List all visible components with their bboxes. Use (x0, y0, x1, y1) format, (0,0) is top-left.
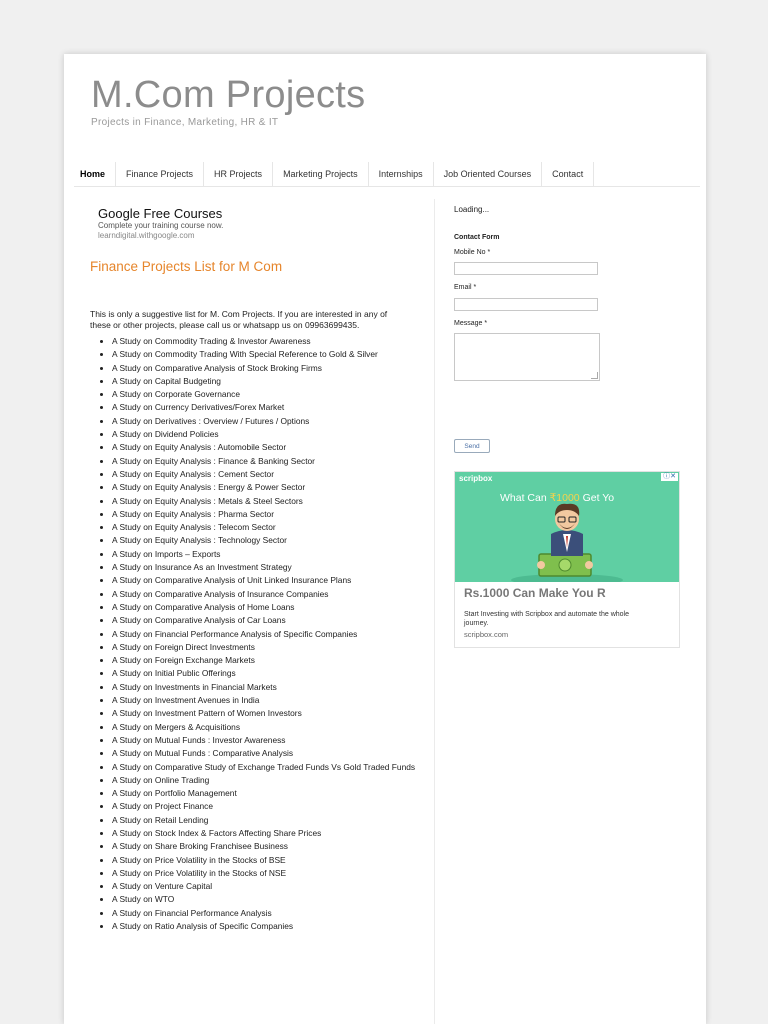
project-list-item: • A Study on Commodity Trading & Investor Awareness (112, 335, 430, 348)
mobile-input[interactable] (454, 262, 598, 275)
project-list-item: • A Study on Investment Avenues in India (112, 694, 430, 707)
project-list-item: • A Study on Portfolio Management (112, 787, 430, 800)
blog-title[interactable]: M.Com Projects (91, 74, 366, 116)
project-list (90, 335, 430, 933)
project-list-item: • A Study on Stock Index & Factors Affecting Share Prices (112, 827, 430, 840)
column-divider (434, 199, 435, 1024)
ad-banner[interactable] (455, 472, 679, 582)
project-list-item: • A Study on Comparative Analysis of Car Loans (112, 614, 430, 627)
message-textarea[interactable] (454, 333, 600, 381)
project-list-item: • A Study on Comparative Analysis of Insurance Companies (112, 588, 430, 601)
project-list-item: • A Study on Financial Performance Analysis of Specific Companies (112, 628, 430, 641)
project-list-item: • A Study on Equity Analysis : Energy & Power Sector (112, 481, 430, 494)
send-button[interactable]: Send (454, 439, 490, 453)
project-list-item: • A Study on Capital Budgeting (112, 375, 430, 388)
loading-text: Loading... (454, 205, 490, 214)
project-list-item: • A Study on Equity Analysis : Automobile Sector (112, 441, 430, 454)
nav-item-job-oriented-courses[interactable]: Job Oriented Courses (434, 162, 543, 186)
project-list-item: • A Study on Equity Analysis : Pharma Sector (112, 508, 430, 521)
project-list-item: • A Study on Mergers & Acquisitions (112, 721, 430, 734)
nav-item-marketing-projects[interactable]: Marketing Projects (273, 162, 369, 186)
resize-grip-icon[interactable] (591, 372, 598, 379)
ad-banner-text-amount: ₹1000 (549, 492, 580, 504)
main-nav (74, 162, 700, 187)
project-list-item: • A Study on Imports – Exports (112, 548, 430, 561)
nav-item-internships[interactable]: Internships (369, 162, 434, 186)
project-list-item: • A Study on Insurance As an Investment Strategy (112, 561, 430, 574)
project-list-item: • A Study on Investments in Financial Markets (112, 681, 430, 694)
project-list-item: • A Study on Investment Pattern of Women Investors (112, 707, 430, 720)
ad-banner-text-post: Get Yo (579, 492, 615, 504)
project-list-item: • A Study on Ratio Analysis of Specific Companies (112, 920, 430, 933)
nav-item-hr-projects[interactable]: HR Projects (204, 162, 273, 186)
project-list-item: • A Study on Financial Performance Analysis (112, 907, 430, 920)
post-title[interactable]: Finance Projects List for M Com (90, 259, 283, 274)
blog-page (64, 54, 706, 1024)
project-list-item: • A Study on Project Finance (112, 800, 430, 813)
project-list-item: • A Study on Comparative Analysis of Unit Linked Insurance Plans (112, 574, 430, 587)
ad-headline[interactable]: Rs.1000 Can Make You R (464, 586, 606, 600)
nav-item-finance-projects[interactable]: Finance Projects (116, 162, 204, 186)
nav-item-home[interactable]: Home (74, 162, 116, 186)
project-list-item: • A Study on Mutual Funds : Investor Awareness (112, 734, 430, 747)
email-label: Email * (454, 284, 477, 291)
contact-form-title: Contact Form (454, 234, 500, 241)
blog-description: Projects in Finance, Marketing, HR & IT (91, 117, 279, 128)
nav-item-contact[interactable]: Contact (542, 162, 594, 186)
ad-body: Start Investing with Scripbox and automate the whole journey. (464, 611, 629, 627)
investor-illustration-icon (455, 472, 679, 582)
project-list-item: • A Study on Comparative Analysis of Stock Broking Firms (112, 362, 430, 375)
project-list-item: • A Study on Online Trading (112, 774, 430, 787)
project-list-item: • A Study on Equity Analysis : Technology Sector (112, 534, 430, 547)
project-list-item: • A Study on Foreign Direct Investments (112, 641, 430, 654)
project-list-item: • A Study on Comparative Analysis of Home Loans (112, 601, 430, 614)
google-courses-ad[interactable] (98, 206, 223, 241)
project-list-item: • A Study on Currency Derivatives/Forex Market (112, 401, 430, 414)
project-list-item: • A Study on Price Volatility in the Stocks of NSE (112, 867, 430, 880)
email-input[interactable] (454, 298, 598, 311)
project-list-item: • A Study on Mutual Funds : Comparative Analysis (112, 747, 430, 760)
project-list-item: • A Study on WTO (112, 893, 430, 906)
project-list-item: • A Study on Dividend Policies (112, 428, 430, 441)
project-list-item: • A Study on Comparative Study of Exchange Traded Funds Vs Gold Traded Funds (112, 761, 430, 774)
project-list-item: • A Study on Initial Public Offerings (112, 667, 430, 680)
project-list-item: • A Study on Price Volatility in the Stocks of BSE (112, 854, 430, 867)
ad-brand: scripbox (459, 474, 493, 483)
project-list-item: • A Study on Retail Lending (112, 814, 430, 827)
post-intro: This is only a suggestive list for M. Com Projects. If you are interested in any of these or other projects, please call us or whatsapp us on 09963699435. (90, 309, 388, 330)
ad-site[interactable]: scripbox.com (464, 630, 509, 639)
project-list-item: • A Study on Share Broking Franchisee Business (112, 840, 430, 853)
project-list-item: • A Study on Equity Analysis : Finance & Banking Sector (112, 455, 430, 468)
mobile-label: Mobile No * (454, 249, 491, 256)
scripbox-ad[interactable] (454, 471, 680, 648)
project-list-item: • A Study on Equity Analysis : Telecom Sector (112, 521, 430, 534)
ad-close-icon[interactable]: ⓘ✕ (663, 473, 676, 480)
project-list-item: • A Study on Equity Analysis : Cement Sector (112, 468, 430, 481)
project-list-item: • A Study on Corporate Governance (112, 388, 430, 401)
ad-title[interactable]: Google Free Courses (98, 206, 223, 221)
message-label: Message * (454, 320, 488, 327)
ad-banner-text-pre: What Can (500, 492, 550, 504)
ad-url[interactable]: learndigital.withgoogle.com (98, 231, 195, 240)
ad-tagline: Complete your training course now. (98, 221, 224, 230)
project-list-item: • A Study on Venture Capital (112, 880, 430, 893)
project-list-item: • A Study on Foreign Exchange Markets (112, 654, 430, 667)
project-list-item: • A Study on Equity Analysis : Metals & Steel Sectors (112, 495, 430, 508)
project-list-item: • A Study on Commodity Trading With Special Reference to Gold & Silver (112, 348, 430, 361)
project-list-item: • A Study on Derivatives : Overview / Futures / Options (112, 415, 430, 428)
